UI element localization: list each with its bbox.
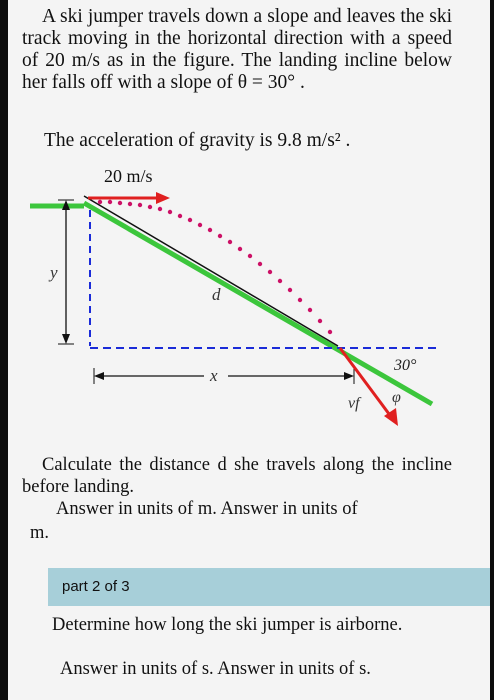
- landing-incline: [84, 203, 432, 404]
- trajectory-dots: [98, 200, 332, 334]
- gravity-statement: The acceleration of gravity is 9.8 m/s² .: [44, 130, 351, 151]
- part2-units: Answer in units of s. Answer in units of s.: [60, 659, 371, 679]
- part1-units-tail: m.: [30, 523, 50, 543]
- x-arrow-left: [94, 372, 104, 380]
- part-2-header: [48, 568, 490, 606]
- y-arrow-bottom: [62, 334, 70, 344]
- vf-label: vf: [348, 395, 360, 412]
- initial-velocity-arrowhead: [156, 192, 170, 204]
- problem-statement: A ski jumper travels down a slope and leaves the ski track moving in the horizontal direction with a speed of 20 m/s as in the figure. The landing incline below her falls off with a slope of θ = 30° .: [22, 6, 452, 93]
- part1-question: Calculate the distance d she travels along the incline before landing.: [22, 455, 452, 497]
- d-label: d: [212, 285, 221, 304]
- distance-d-line: [84, 196, 338, 346]
- y-label: y: [50, 263, 58, 282]
- speed-label: 20 m/s: [104, 166, 153, 186]
- x-label: x: [210, 366, 218, 385]
- part2-question: Determine how long the ski jumper is airborne.: [52, 615, 403, 635]
- ski-jump-figure: [8, 160, 490, 440]
- phi-label: φ: [392, 389, 401, 406]
- x-arrow-right: [344, 372, 354, 380]
- part-2-label: part 2 of 3: [62, 578, 130, 595]
- angle-label: 30°: [394, 357, 417, 374]
- problem-sheet: [8, 0, 490, 700]
- part1-units: Answer in units of m. Answer in units of: [56, 499, 358, 519]
